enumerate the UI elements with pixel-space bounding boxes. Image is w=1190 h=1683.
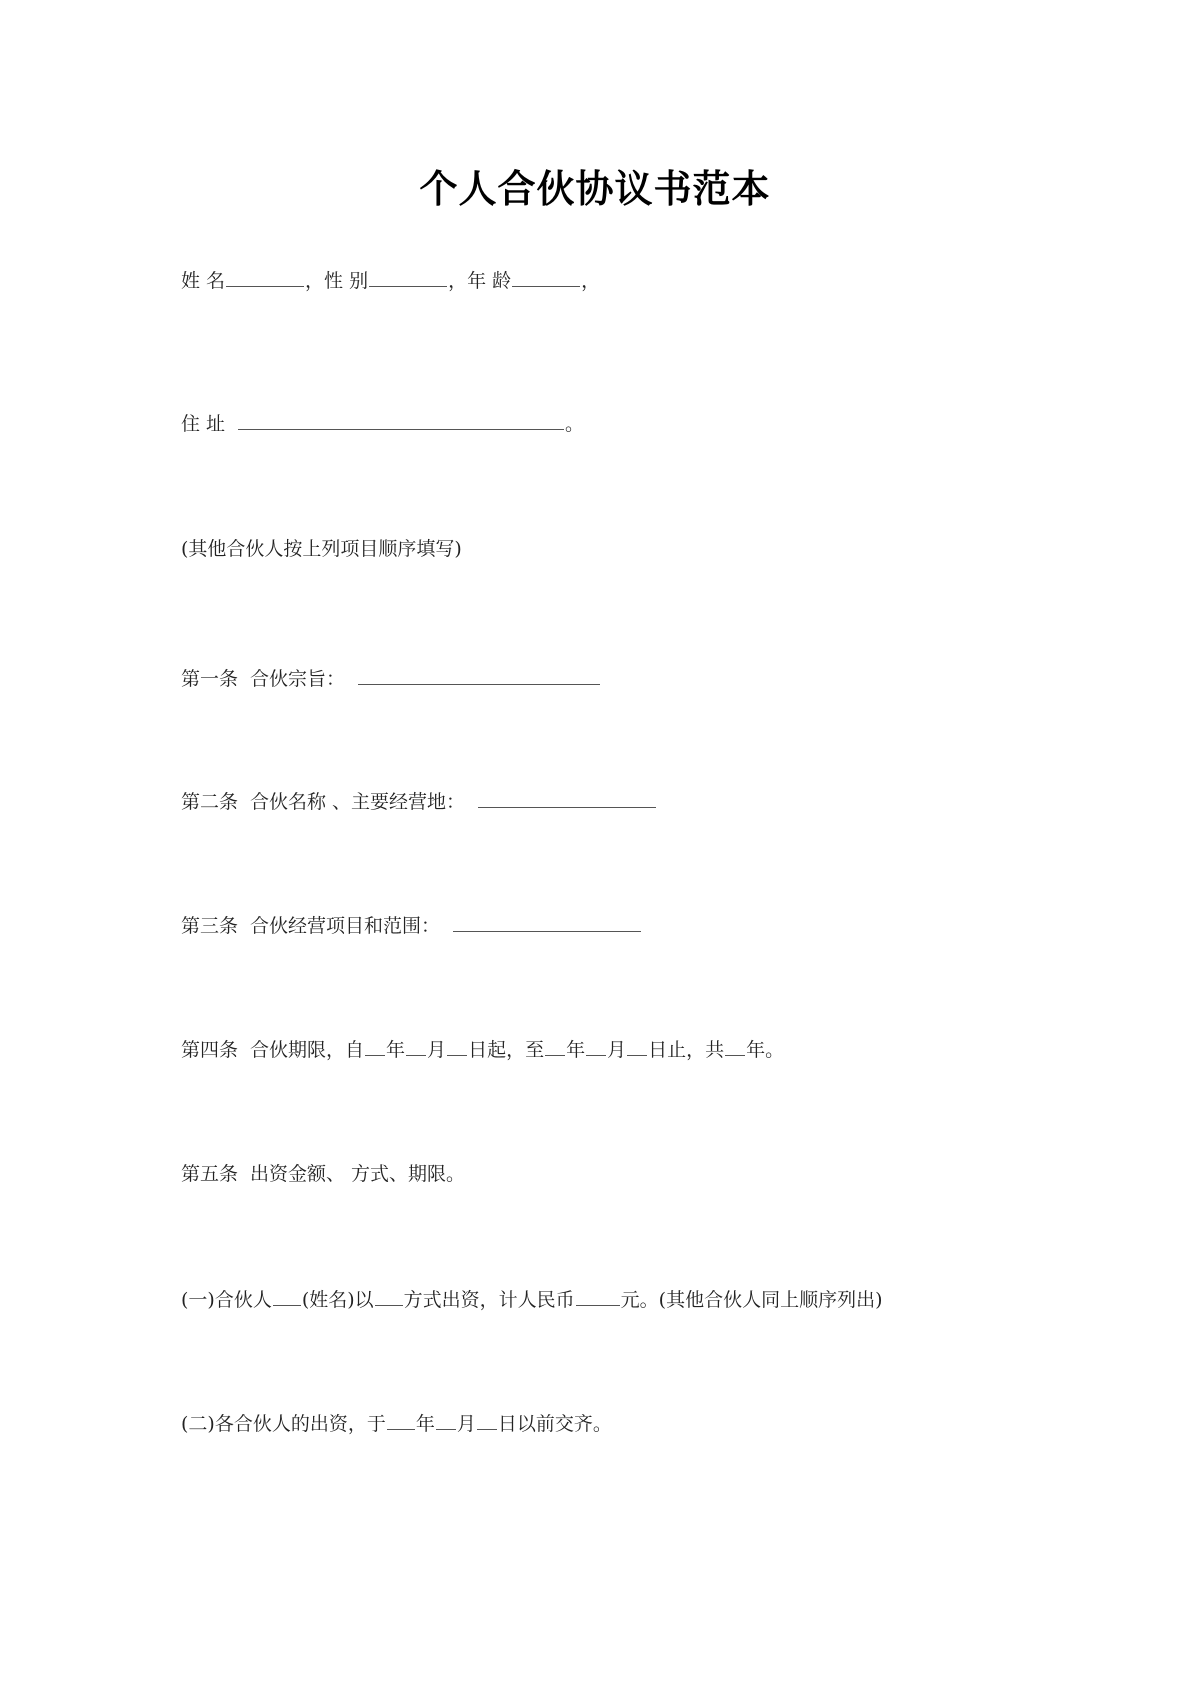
term-text: 年。 bbox=[746, 1039, 785, 1061]
term-text: 日起，至 bbox=[468, 1039, 545, 1061]
clause-text: (姓名)以 bbox=[301, 1289, 374, 1311]
purpose-blank[interactable] bbox=[358, 666, 600, 685]
start-year-blank[interactable] bbox=[365, 1037, 385, 1056]
deadline-month-blank[interactable] bbox=[436, 1411, 456, 1430]
address-end: 。 bbox=[565, 413, 585, 435]
name-blank[interactable] bbox=[226, 268, 304, 287]
amount-blank[interactable] bbox=[576, 1287, 620, 1306]
term-text: 月 bbox=[607, 1039, 627, 1061]
article-1 bbox=[181, 665, 601, 693]
fill-note: (其他合伙人按上列项目顺序填写) bbox=[181, 538, 462, 560]
term-text: 月 bbox=[427, 1039, 447, 1061]
article-4 bbox=[181, 1036, 784, 1064]
article-3 bbox=[181, 912, 642, 940]
scope-blank[interactable] bbox=[453, 913, 641, 932]
start-month-blank[interactable] bbox=[406, 1037, 426, 1056]
article-5 bbox=[181, 1160, 465, 1188]
age-blank[interactable] bbox=[512, 268, 580, 287]
deadline-day-blank[interactable] bbox=[477, 1411, 497, 1430]
name-label: 姓 名 bbox=[181, 270, 226, 292]
start-day-blank[interactable] bbox=[447, 1037, 467, 1056]
clause-1 bbox=[181, 1286, 883, 1314]
gender-blank[interactable] bbox=[369, 268, 447, 287]
trailing-comma: ， bbox=[581, 270, 601, 292]
party-info-line bbox=[181, 267, 600, 295]
age-label: ，年 龄 bbox=[448, 270, 512, 292]
article-number: 第四条 bbox=[181, 1039, 239, 1061]
address-label: 住 址 bbox=[181, 413, 226, 435]
article-number: 第一条 bbox=[181, 668, 239, 690]
clause-text: 年 bbox=[415, 1413, 435, 1435]
article-number: 第二条 bbox=[181, 791, 239, 813]
article-text: 合伙宗旨： bbox=[250, 668, 346, 690]
address-blank[interactable] bbox=[238, 411, 564, 430]
gender-label: ，性 别 bbox=[305, 270, 369, 292]
clause-text: 日以前交齐。 bbox=[497, 1413, 612, 1435]
partner-name-blank[interactable] bbox=[273, 1287, 301, 1306]
clause-2 bbox=[181, 1410, 612, 1438]
term-text: 年 bbox=[386, 1039, 406, 1061]
article-2 bbox=[181, 788, 657, 816]
article-text: 出资金额、 方式、期限。 bbox=[250, 1163, 466, 1185]
total-years-blank[interactable] bbox=[725, 1037, 745, 1056]
article-number: 第三条 bbox=[181, 915, 239, 937]
article-text: 合伙名称 、主要经营地： bbox=[250, 791, 466, 813]
name-location-blank[interactable] bbox=[478, 789, 656, 808]
article-text: 合伙经营项目和范围： bbox=[250, 915, 441, 937]
address-line bbox=[181, 410, 584, 438]
clause-text: (一)合伙人 bbox=[181, 1289, 272, 1311]
term-text: 日止，共 bbox=[648, 1039, 725, 1061]
deadline-year-blank[interactable] bbox=[387, 1411, 415, 1430]
document-title: 个人合伙协议书范本 bbox=[419, 166, 771, 211]
end-day-blank[interactable] bbox=[627, 1037, 647, 1056]
clause-text: 方式出资，计人民币 bbox=[403, 1289, 575, 1311]
end-month-blank[interactable] bbox=[586, 1037, 606, 1056]
term-text: 合伙期限，自 bbox=[250, 1039, 365, 1061]
contribution-method-blank[interactable] bbox=[375, 1287, 403, 1306]
clause-text: 元。(其他合伙人同上顺序列出) bbox=[620, 1289, 883, 1311]
term-text: 年 bbox=[566, 1039, 586, 1061]
clause-text: (二)各合伙人的出资，于 bbox=[181, 1413, 386, 1435]
clause-text: 月 bbox=[456, 1413, 476, 1435]
end-year-blank[interactable] bbox=[545, 1037, 565, 1056]
article-number: 第五条 bbox=[181, 1163, 239, 1185]
